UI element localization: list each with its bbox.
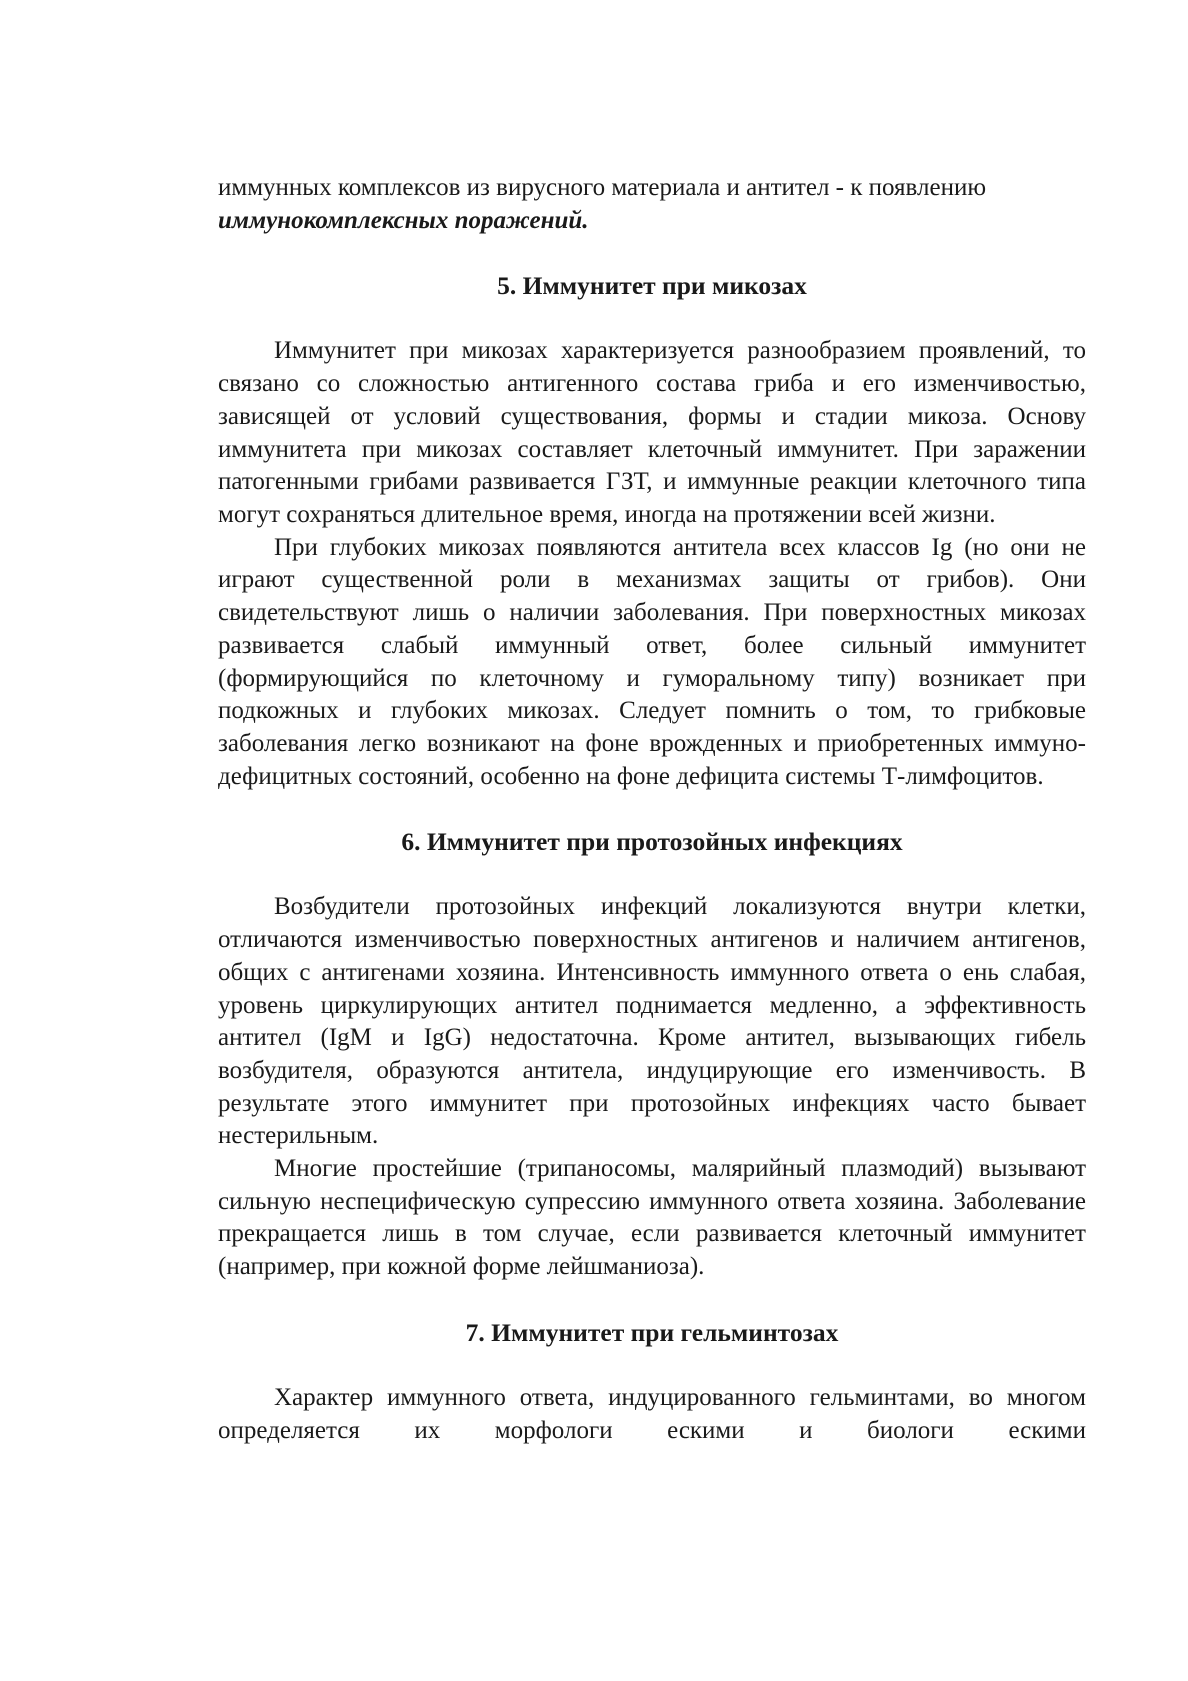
paragraph: Многие простейшие (трипаносомы, малярийный плазмодий) вызывают сильную неспецифическую супрессию иммунного ответа хозяина. Заболевание прекращается лишь в том случае, если развивается клеточный иммунитет (например, при кожной форме лейшманиоза).: [218, 1155, 1086, 1281]
paragraph: Иммунитет при микозах характеризуется разнообразием проявлений, то связано со сложностью антигенного состава гриба и его изменчивостью, зависящей от условий существования, формы и стадии микоза. Основу иммунитета при микозах составляет клеточный иммунитет. При заражении патогенными грибами развивается ГЗТ, и иммунные реакции клеточного типа могут сохраняться длительное время, иногда на протяжении всей жизни.: [218, 337, 1086, 528]
intro-text: иммунных комплексов из вирусного материала и антител - к появлению: [218, 174, 987, 201]
intro-emphasis: иммунокомплексных поражений.: [218, 206, 589, 234]
section-heading-protozoal: 6. Иммунитет при протозойных инфекциях: [401, 827, 903, 857]
section-heading-helminthic: 7. Иммунитет при гельминтозах: [465, 1317, 839, 1347]
document-page: [218, 172, 1086, 1447]
paragraph: Возбудители протозойных инфекций локализуются внутри клетки, отличаются изменчивостью поверхностных антигенов и наличием антигенов, общих с антигенами хозяина. Интенсивность иммунного ответа о ень слабая, уровень циркулирующих антител поднимается медленно, а эффективность антител (IgM и IgG) недостаточна. Кроме антител, вызывающих гибель возбудителя, образуются антитела, индуцирующие его изменчивость. В результате этого иммунитет при протозойных инфекциях часто бывает нестерильным.: [218, 893, 1086, 1150]
paragraph: Характер иммунного ответа, индуцированного гельминтами, во многом определяется их морфологи ескими и биологи ескими: [218, 1383, 1086, 1444]
intro-paragraph: [218, 172, 1086, 237]
paragraph: При глубоких микозах появляются антитела всех классов Ig (но они не играют существенной роли в механизмах защиты от грибов). Они свидетельствуют лишь о наличии заболевания. При поверхностных микозах развивается слабый иммунный ответ, более сильный иммунитет (формирующийся по клеточному и гуморальному типу) возникает при подкожных и глубоких микозах. Следует помнить о том, то грибковые заболевания легко возникают на фоне врожденных и приобретенных иммуно-дефицитных состояний, особенно на фоне дефицита системы Т-лимфоцитов.: [218, 533, 1086, 790]
section-heading-mycoses: 5. Иммунитет при микозах: [497, 271, 807, 301]
